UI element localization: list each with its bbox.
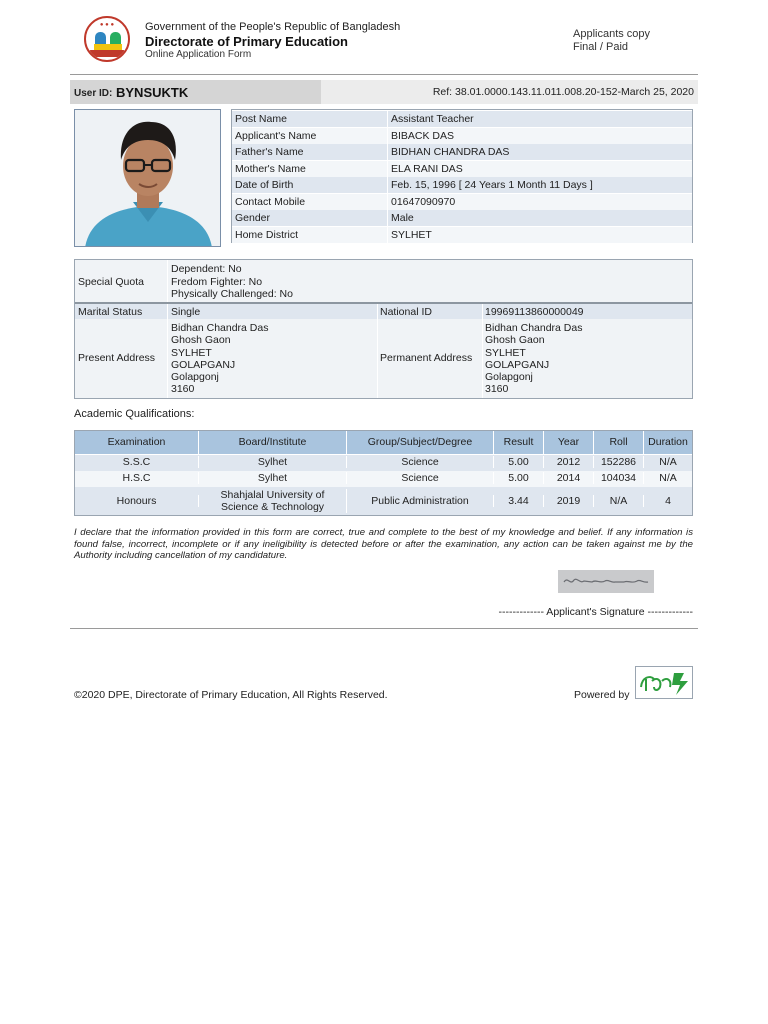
info-row — [232, 194, 692, 210]
footer-divider — [70, 628, 698, 629]
table-cell: 104034 — [594, 472, 644, 484]
info-row — [232, 210, 692, 226]
table-cell: 2012 — [544, 456, 594, 468]
column-header: Duration — [648, 436, 688, 448]
info-row — [232, 128, 692, 144]
table-cell: N/A — [659, 456, 677, 468]
declaration-text: I declare that the information provided in this form are correct, true and complete to the best of my knowledge and belief. If any information is found false, incorrect, incomplete or if any ineligibility is detected before or after the examination, any action can be taken against me by the Authority including cancellation of my candidature. — [74, 527, 693, 562]
table-cell: 5.00 — [494, 472, 544, 484]
academic-qualifications-title: Academic Qualifications: — [74, 408, 195, 420]
dpe-logo-icon: ● ● ● — [84, 16, 130, 62]
table-row — [75, 455, 692, 471]
info-value: SYLHET — [391, 228, 432, 241]
column-header: Year — [544, 431, 594, 454]
table-cell: Public Administration — [347, 495, 494, 507]
table-cell: N/A — [594, 495, 644, 507]
info-label: Applicant's Name — [235, 129, 317, 142]
reference-number: Ref: 38.01.0000.143.11.011.008.20-152-March 25, 2020 — [432, 86, 694, 98]
applicant-info-table — [231, 109, 693, 243]
permanent-address-line: Golapgonj — [485, 371, 533, 384]
permanent-address-line: SYLHET — [485, 346, 526, 359]
form-name: Online Application Form — [145, 49, 252, 60]
table-cell: Sylhet — [199, 456, 347, 468]
academic-table — [74, 430, 693, 516]
present-address-line: Ghosh Gaon — [171, 334, 231, 347]
info-value: Feb. 15, 1996 [ 24 Years 1 Month 11 Days ] — [391, 179, 593, 191]
info-label: Mother's Name — [235, 162, 306, 175]
special-quota-label: Special Quota — [78, 276, 144, 288]
powered-by-text: Powered by — [574, 689, 630, 701]
column-header: Roll — [594, 431, 644, 454]
payment-status: Final / Paid — [573, 41, 629, 53]
government-name: Government of the People's Republic of Bangladesh — [145, 21, 401, 33]
info-label: Father's Name — [235, 146, 304, 158]
info-label: Home District — [235, 228, 299, 241]
info-label: Date of Birth — [235, 179, 294, 191]
table-cell: S.S.C — [75, 456, 199, 468]
info-value: 01647090970 — [391, 195, 456, 208]
table-cell: Shahjalal University of Science & Technology — [199, 489, 347, 513]
info-label: Contact Mobile — [235, 195, 306, 208]
table-cell: N/A — [659, 472, 677, 484]
table-row — [75, 471, 692, 487]
applicant-photo — [74, 109, 221, 247]
info-row — [232, 144, 692, 160]
permanent-address-line: 3160 — [485, 383, 509, 396]
signature-scribble-icon — [558, 570, 654, 593]
info-value: ELA RANI DAS — [391, 162, 463, 175]
applicant-portrait-icon — [75, 110, 221, 247]
info-value: BIBACK DAS — [391, 129, 455, 142]
copy-status — [573, 28, 650, 54]
info-row — [232, 111, 692, 127]
column-header: Result — [494, 431, 544, 454]
applicant-signature-image — [558, 570, 654, 593]
copy-type: Applicants copy — [573, 28, 651, 40]
table-cell: 3.44 — [494, 495, 544, 507]
present-address — [171, 322, 268, 396]
info-row — [232, 227, 692, 243]
marital-status-label: Marital Status — [78, 306, 143, 318]
info-row — [232, 161, 692, 177]
table-cell: 152286 — [594, 456, 644, 468]
teletalk-logo-icon — [635, 666, 693, 699]
present-address-line: Bidhan Chandra Das — [171, 322, 269, 334]
table-cell: Science — [347, 456, 494, 468]
table-cell: Sylhet — [199, 472, 347, 484]
header-divider — [70, 74, 698, 75]
table-cell: 2014 — [544, 472, 594, 484]
info-value: Male — [391, 212, 414, 224]
present-address-label: Present Address — [78, 352, 156, 364]
table-cell: Science — [347, 472, 494, 484]
info-value: BIDHAN CHANDRA DAS — [391, 146, 510, 158]
table-cell: 2019 — [544, 495, 594, 507]
table-row — [75, 487, 692, 515]
permanent-address — [485, 322, 582, 396]
document-header — [70, 12, 698, 74]
present-address-line: SYLHET — [171, 346, 212, 359]
quota-dependent: Dependent: No — [171, 263, 242, 275]
info-label: Gender — [235, 212, 271, 224]
directorate-name: Directorate of Primary Education — [145, 34, 348, 49]
permanent-address-line: Ghosh Gaon — [485, 334, 545, 347]
permanent-address-line: GOLAPGANJ — [485, 358, 550, 371]
column-header: Group/Subject/Degree — [347, 431, 494, 454]
user-id-bar — [70, 80, 698, 104]
permanent-address-line: Bidhan Chandra Das — [485, 322, 583, 334]
info-label: Post Name — [235, 113, 287, 125]
user-id-value: BYNSUKTK — [116, 85, 189, 100]
table-cell: 5.00 — [494, 456, 544, 468]
present-address-line: GOLAPGANJ — [171, 358, 236, 371]
quota-physically-challenged: Physically Challenged: No — [171, 288, 293, 300]
copyright-text: ©2020 DPE, Directorate of Primary Education, All Rights Reserved. — [74, 689, 388, 701]
info-value: Assistant Teacher — [391, 113, 474, 125]
user-id-label: User ID: — [74, 88, 113, 99]
quota-freedom-fighter: Fredom Fighter: No — [171, 275, 263, 288]
academic-table-header — [75, 431, 692, 455]
signature-caption: ------------- Applicant's Signature ------------- — [498, 606, 693, 618]
special-quota-values — [171, 263, 293, 301]
column-header: Examination — [75, 431, 199, 454]
info-row — [232, 177, 692, 193]
national-id-label: National ID — [380, 306, 432, 318]
permanent-address-label: Permanent Address — [380, 352, 473, 364]
marital-status-value: Single — [171, 306, 201, 318]
present-address-line: Golapgonj — [171, 371, 219, 384]
table-cell: H.S.C — [75, 472, 199, 484]
table-cell: Honours — [75, 495, 199, 507]
table-cell: 4 — [665, 495, 671, 507]
quota-address-box — [74, 259, 693, 399]
national-id-value: 19969113860000049 — [485, 306, 584, 318]
column-header: Board/Institute — [199, 431, 347, 454]
user-id-section — [70, 80, 321, 104]
present-address-line: 3160 — [171, 383, 195, 396]
